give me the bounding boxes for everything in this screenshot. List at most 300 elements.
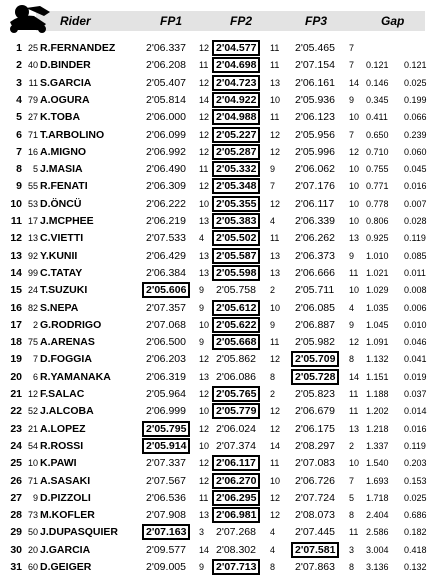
fp2-time: 2'06.117 xyxy=(212,455,260,471)
position: 24 xyxy=(10,439,22,452)
fp3-time: 2'05.982 xyxy=(295,336,335,349)
fp3-time: 2'06.373 xyxy=(295,249,335,262)
fp2-lap: 8 xyxy=(270,562,276,572)
fp1-time: 2'06.000 xyxy=(146,111,186,124)
fp3-lap: 10 xyxy=(349,216,360,226)
rider-name: J.MASIA xyxy=(40,163,83,176)
fp1-lap: 12 xyxy=(199,181,210,192)
gap-to-previous: 0.239 xyxy=(404,129,427,140)
fp2-lap: 12 xyxy=(270,406,281,417)
gap-to-previous: 0.045 xyxy=(404,164,427,175)
rider-number: 55 xyxy=(27,181,38,192)
table-row xyxy=(0,453,431,471)
fp3-lap: 7 xyxy=(349,43,355,53)
fp2-time: 2'07.374 xyxy=(216,439,256,452)
position: 8 xyxy=(16,163,22,176)
table-row xyxy=(0,367,431,385)
rider-name: R.FERNANDEZ xyxy=(40,42,116,54)
fp3-time: 2'07.445 xyxy=(295,526,335,539)
fp1-lap: 10 xyxy=(199,319,210,330)
rider-number: 92 xyxy=(27,250,38,261)
gap-to-first: 1.151 xyxy=(366,371,389,382)
fp2-time: 2'04.577 xyxy=(212,40,260,56)
rider-number: 6 xyxy=(32,371,38,382)
fp3-time: 2'07.724 xyxy=(295,491,335,504)
table-row xyxy=(0,90,431,108)
gap-to-first: 1.693 xyxy=(366,475,389,486)
position: 25 xyxy=(10,457,22,470)
fp2-lap: 11 xyxy=(270,43,280,53)
fp2-time: 2'05.668 xyxy=(212,334,260,350)
fp3-time: 2'08.073 xyxy=(295,509,335,522)
gap-to-previous: 0.025 xyxy=(404,77,427,88)
rider-number: 73 xyxy=(27,510,38,521)
fp2-time: 2'06.024 xyxy=(216,422,256,435)
rider-name: J.GARCIA xyxy=(40,543,91,556)
position: 30 xyxy=(10,543,22,556)
fp2-lap: 11 xyxy=(270,233,280,244)
fp1-time: 2'05.606 xyxy=(142,282,190,298)
fp2-time: 2'05.355 xyxy=(212,196,260,212)
gap-to-first: 3.136 xyxy=(366,562,389,572)
gap-to-first: 1.029 xyxy=(366,285,389,296)
fp3-lap: 11 xyxy=(349,406,359,417)
rider-name: A.LOPEZ xyxy=(40,422,86,435)
fp3-lap: 11 xyxy=(349,267,359,278)
fp1-time: 2'06.222 xyxy=(146,197,186,210)
gap-to-previous: 0.006 xyxy=(404,302,427,313)
position: 3 xyxy=(16,76,22,89)
fp2-time: 2'04.988 xyxy=(212,109,260,125)
fp1-lap: 10 xyxy=(199,440,210,451)
position: 22 xyxy=(10,405,22,418)
fp2-time: 2'05.622 xyxy=(212,317,260,333)
fp2-lap: 11 xyxy=(270,60,280,71)
table-row xyxy=(0,436,431,454)
fp3-lap: 10 xyxy=(349,458,360,469)
fp2-lap: 10 xyxy=(270,302,281,313)
fp3-time: 2'05.711 xyxy=(295,284,335,297)
position: 21 xyxy=(10,388,22,400)
position: 11 xyxy=(10,215,22,227)
table-row xyxy=(0,228,431,246)
fp3-lap: 14 xyxy=(349,77,360,88)
table-row xyxy=(0,125,431,143)
fp2-lap: 8 xyxy=(270,371,276,382)
gap-to-previous: 0.019 xyxy=(404,371,427,382)
fp3-lap: 7 xyxy=(349,60,355,71)
fp3-lap: 8 xyxy=(349,510,355,521)
rider-name: T.SUZUKI xyxy=(40,284,88,297)
rider-number: 2 xyxy=(32,319,38,330)
fp1-time: 2'07.337 xyxy=(146,457,186,470)
fp3-lap: 9 xyxy=(349,319,355,330)
fp1-lap: 12 xyxy=(199,458,210,469)
table-row xyxy=(0,142,431,160)
gap-to-first: 1.045 xyxy=(366,319,389,330)
rider-name: S.NEPA xyxy=(40,301,79,314)
fp3-lap: 10 xyxy=(349,164,360,175)
fp2-lap: 4 xyxy=(270,216,276,226)
fp2-time: 2'04.922 xyxy=(212,92,260,108)
position: 31 xyxy=(10,561,22,573)
fp3-lap: 5 xyxy=(349,492,355,503)
fp1-lap: 11 xyxy=(199,164,209,175)
rider-name: M.KOFLER xyxy=(40,509,95,522)
fp3-lap: 11 xyxy=(349,527,359,538)
fp3-lap: 7 xyxy=(349,129,355,140)
fp3-lap: 13 xyxy=(349,423,360,434)
table-row xyxy=(0,280,431,298)
gap-to-first: 1.035 xyxy=(366,302,389,313)
fp3-lap: 9 xyxy=(349,250,355,261)
rider-number: 99 xyxy=(27,267,38,278)
fp1-lap: 12 xyxy=(199,129,210,140)
fp3-lap: 12 xyxy=(349,146,360,157)
table-row xyxy=(0,349,431,367)
gap-to-previous: 0.182 xyxy=(404,527,427,538)
gap-to-previous: 0.011 xyxy=(404,267,426,278)
rider-number: 10 xyxy=(27,458,38,469)
fp2-lap: 10 xyxy=(270,475,281,486)
fp2-time: 2'04.723 xyxy=(212,75,260,91)
position: 4 xyxy=(16,93,22,106)
rider-number: 52 xyxy=(27,406,38,417)
fp1-time: 2'06.992 xyxy=(146,145,186,158)
fp1-lap: 13 xyxy=(199,510,210,521)
rider-name: S.GARCIA xyxy=(40,76,92,89)
fp1-time: 2'06.319 xyxy=(146,370,186,383)
gap-to-previous: 0.686 xyxy=(404,510,427,521)
fp1-lap: 12 xyxy=(199,423,210,434)
fp2-time: 2'06.086 xyxy=(216,370,256,383)
gap-to-first: 2.404 xyxy=(366,510,389,521)
fp2-time: 2'04.698 xyxy=(212,57,260,73)
fp1-lap: 13 xyxy=(199,250,210,261)
table-row xyxy=(0,107,431,125)
fp3-lap: 3 xyxy=(349,544,355,555)
gap-to-previous: 0.025 xyxy=(404,492,427,503)
fp2-lap: 7 xyxy=(270,181,276,192)
fp1-time: 2'09.005 xyxy=(146,561,186,573)
fp1-lap: 14 xyxy=(199,94,210,105)
fp2-time: 2'05.779 xyxy=(212,403,260,419)
fp2-time: 2'05.612 xyxy=(212,300,260,316)
fp1-lap: 11 xyxy=(199,60,209,71)
position: 28 xyxy=(10,509,22,522)
gap-to-first: 0.411 xyxy=(366,112,388,123)
gap-to-previous: 0.014 xyxy=(404,406,427,417)
gap-to-previous: 0.199 xyxy=(404,94,427,105)
gap-to-previous: 0.203 xyxy=(404,458,427,469)
fp2-time: 2'07.268 xyxy=(216,526,256,539)
fp1-lap: 14 xyxy=(199,544,210,555)
rider-name: T.ARBOLINO xyxy=(40,128,105,141)
rider-name: K.PAWI xyxy=(40,457,77,470)
fp3-lap: 10 xyxy=(349,112,360,123)
fp3-time: 2'05.465 xyxy=(295,42,335,54)
rider-number: 50 xyxy=(27,527,38,538)
fp1-time: 2'05.914 xyxy=(142,438,190,454)
fp3-lap: 4 xyxy=(349,302,355,313)
fp3-time: 2'07.863 xyxy=(295,561,335,573)
gap-to-previous: 0.028 xyxy=(404,216,427,226)
table-row xyxy=(0,246,431,264)
position: 20 xyxy=(10,370,22,383)
fp1-time: 2'06.208 xyxy=(146,59,186,72)
gap-to-previous: 0.066 xyxy=(404,112,427,123)
gap-to-previous: 0.060 xyxy=(404,146,427,157)
fp1-lap: 12 xyxy=(199,77,210,88)
rider-number: 20 xyxy=(27,544,38,555)
table-row xyxy=(0,211,431,229)
table-row xyxy=(0,557,431,575)
fp1-lap: 4 xyxy=(199,233,205,244)
rider-number: 40 xyxy=(27,60,38,71)
gap-to-first: 3.004 xyxy=(366,544,389,555)
position: 23 xyxy=(10,422,22,435)
fp2-lap: 13 xyxy=(270,250,281,261)
table-row xyxy=(0,332,431,350)
gap-to-first: 0.755 xyxy=(366,164,389,175)
fp1-time: 2'05.814 xyxy=(146,93,186,106)
fp2-lap: 9 xyxy=(270,319,276,330)
fp3-lap: 14 xyxy=(349,371,360,382)
rider-name: A.MIGNO xyxy=(40,145,87,158)
fp1-lap: 13 xyxy=(199,216,210,226)
fp1-time: 2'06.999 xyxy=(146,405,186,418)
gap-to-first: 0.146 xyxy=(366,77,389,88)
fp3-time: 2'05.996 xyxy=(295,145,335,158)
rider-number: 79 xyxy=(27,94,38,105)
table-row xyxy=(0,298,431,316)
fp3-lap: 8 xyxy=(349,562,355,572)
fp2-time: 2'05.598 xyxy=(212,265,260,281)
gap-to-first: 1.091 xyxy=(366,337,389,348)
gap-to-first: 2.586 xyxy=(366,527,389,538)
fp3-lap: 11 xyxy=(349,389,359,399)
fp3-time: 2'05.709 xyxy=(291,351,339,367)
fp1-time: 2'07.163 xyxy=(142,524,190,540)
fp1-time: 2'06.500 xyxy=(146,336,186,349)
position: 6 xyxy=(16,128,22,141)
fp1-time: 2'07.357 xyxy=(146,301,186,314)
rider-number: 60 xyxy=(27,562,38,572)
gap-to-previous: 0.016 xyxy=(404,423,427,434)
gap-to-previous: 0.046 xyxy=(404,337,427,348)
fp2-lap: 12 xyxy=(270,198,281,209)
fp3-time: 2'06.262 xyxy=(295,232,335,245)
table-row xyxy=(0,38,431,56)
fp2-lap: 12 xyxy=(270,146,281,157)
fp1-lap: 10 xyxy=(199,406,210,417)
fp1-lap: 12 xyxy=(199,112,210,123)
rider-name: R.ROSSI xyxy=(40,439,84,452)
gap-to-first: 0.925 xyxy=(366,233,389,244)
table-row xyxy=(0,73,431,91)
gap-to-first: 1.202 xyxy=(366,406,389,417)
rider-name: D.BINDER xyxy=(40,59,91,72)
fp2-time: 2'06.981 xyxy=(212,507,260,523)
gap-to-first: 0.771 xyxy=(366,181,389,192)
fp2-lap: 11 xyxy=(270,458,280,469)
fp1-time: 2'06.099 xyxy=(146,128,186,141)
position: 26 xyxy=(10,474,22,487)
fp2-lap: 13 xyxy=(270,77,281,88)
fp3-time: 2'05.956 xyxy=(295,128,335,141)
gap-to-previous: 0.085 xyxy=(404,250,427,261)
fp1-lap: 13 xyxy=(199,371,210,382)
position: 16 xyxy=(10,301,22,314)
fp3-time: 2'05.936 xyxy=(295,93,335,106)
rider-name: J.MCPHEE xyxy=(40,215,94,227)
rider-number: 53 xyxy=(27,198,38,209)
rider-number: 75 xyxy=(27,337,38,348)
fp3-time: 2'06.117 xyxy=(295,197,335,210)
gap-to-previous: 0.132 xyxy=(404,562,427,572)
position: 27 xyxy=(10,491,22,504)
rider-name: G.RODRIGO xyxy=(40,318,102,331)
fp1-column-header: FP1 xyxy=(160,14,183,28)
fp2-time: 2'05.348 xyxy=(212,178,260,194)
fp1-time: 2'06.490 xyxy=(146,163,186,176)
rider-name: K.TOBA xyxy=(40,111,81,124)
fp1-time: 2'06.337 xyxy=(146,42,186,54)
fp3-lap: 2 xyxy=(349,440,355,451)
rider-name: D.GEIGER xyxy=(40,561,92,573)
fp3-time: 2'06.339 xyxy=(295,215,335,227)
fp1-time: 2'05.407 xyxy=(146,76,186,89)
gap-to-previous: 0.010 xyxy=(404,319,427,330)
gap-to-first: 0.778 xyxy=(366,198,389,209)
fp3-time: 2'07.581 xyxy=(291,542,339,558)
position: 12 xyxy=(10,232,22,245)
rider-name: Y.KUNII xyxy=(40,249,78,262)
fp1-time: 2'06.309 xyxy=(146,180,186,193)
gap-to-previous: 0.037 xyxy=(404,389,427,399)
table-row xyxy=(0,401,431,419)
rider-name: J.ALCOBA xyxy=(40,405,94,418)
rider-number: 5 xyxy=(32,164,38,175)
fp2-lap: 11 xyxy=(270,337,280,348)
rider-name: R.FENATI xyxy=(40,180,88,193)
fp1-lap: 10 xyxy=(199,198,210,209)
fp1-lap: 12 xyxy=(199,43,210,53)
position: 18 xyxy=(10,336,22,349)
position: 14 xyxy=(10,266,22,279)
table-row xyxy=(0,315,431,333)
fp2-time: 2'07.713 xyxy=(212,559,260,575)
fp2-time: 2'05.287 xyxy=(212,144,260,160)
fp1-time: 2'07.533 xyxy=(146,232,186,245)
fp2-lap: 9 xyxy=(270,164,276,175)
fp3-lap: 12 xyxy=(349,337,360,348)
rider-number: 12 xyxy=(27,389,38,399)
fp2-time: 2'05.587 xyxy=(212,248,260,264)
table-row xyxy=(0,419,431,437)
fp2-lap: 12 xyxy=(270,510,281,521)
position: 9 xyxy=(16,180,22,193)
table-row xyxy=(0,540,431,558)
fp3-lap: 10 xyxy=(349,181,360,192)
rider-number: 9 xyxy=(32,492,38,503)
fp3-time: 2'06.062 xyxy=(295,163,335,176)
rider-number: 17 xyxy=(27,216,38,226)
rider-number: 24 xyxy=(27,285,38,296)
gap-to-first: 0.650 xyxy=(366,129,389,140)
fp3-lap: 8 xyxy=(349,354,355,365)
fp1-lap: 9 xyxy=(199,562,205,572)
gap-to-first: 1.132 xyxy=(366,354,389,365)
position: 29 xyxy=(10,526,22,539)
gap-to-first: 0.806 xyxy=(366,216,389,226)
gap-to-previous: 0.119 xyxy=(404,440,426,451)
fp1-lap: 13 xyxy=(199,267,210,278)
fp1-lap: 9 xyxy=(199,285,205,296)
fp1-lap: 12 xyxy=(199,389,210,399)
gap-to-previous: 0.121 xyxy=(404,60,427,71)
table-row xyxy=(0,55,431,73)
gap-to-previous: 0.041 xyxy=(404,354,427,365)
gap-to-previous: 0.119 xyxy=(404,233,426,244)
fp2-lap: 11 xyxy=(270,112,280,123)
rider-name: R.YAMANAKA xyxy=(40,370,111,383)
fp1-lap: 9 xyxy=(199,337,205,348)
fp2-lap: 4 xyxy=(270,544,276,555)
fp2-time: 2'06.270 xyxy=(212,473,260,489)
gap-to-previous: 0.007 xyxy=(404,198,427,209)
rider-number: 82 xyxy=(27,302,38,313)
fp1-time: 2'05.795 xyxy=(142,421,190,437)
fp1-lap: 3 xyxy=(199,527,205,538)
rider-number: 7 xyxy=(32,354,38,365)
rider-number: 71 xyxy=(27,129,38,140)
gap-to-first: 1.010 xyxy=(366,250,389,261)
fp1-time: 2'06.384 xyxy=(146,266,186,279)
gap-to-first: 1.337 xyxy=(366,440,389,451)
position: 2 xyxy=(16,59,22,72)
rider-name: C.TATAY xyxy=(40,266,83,279)
table-header xyxy=(0,0,431,33)
fp1-lap: 12 xyxy=(199,354,210,365)
table-row xyxy=(0,522,431,540)
position: 1 xyxy=(16,42,22,54)
gap-to-first: 1.021 xyxy=(366,267,389,278)
rider-name: A.SASAKI xyxy=(40,474,91,487)
gap-to-previous: 0.008 xyxy=(404,285,427,296)
fp1-lap: 12 xyxy=(199,146,210,157)
fp3-time: 2'06.085 xyxy=(295,301,335,314)
fp2-lap: 13 xyxy=(270,267,281,278)
fp2-time: 2'05.502 xyxy=(212,230,260,246)
fp3-time: 2'07.176 xyxy=(295,180,335,193)
fp3-time: 2'05.823 xyxy=(295,388,335,400)
fp2-lap: 2 xyxy=(270,389,276,399)
gap-to-previous: 0.418 xyxy=(404,544,427,555)
gap-to-first: 0.710 xyxy=(366,146,389,157)
fp1-time: 2'06.219 xyxy=(146,215,186,227)
fp3-lap: 10 xyxy=(349,285,360,296)
rider-number: 13 xyxy=(27,233,38,244)
table-row xyxy=(0,384,431,402)
gap-to-first: 1.718 xyxy=(366,492,389,503)
rider-number: 21 xyxy=(27,423,38,434)
table-row xyxy=(0,263,431,281)
fp3-time: 2'06.887 xyxy=(295,318,335,331)
fp3-time: 2'06.175 xyxy=(295,422,335,435)
gap-to-first: 1.218 xyxy=(366,423,389,434)
position: 17 xyxy=(10,318,22,331)
